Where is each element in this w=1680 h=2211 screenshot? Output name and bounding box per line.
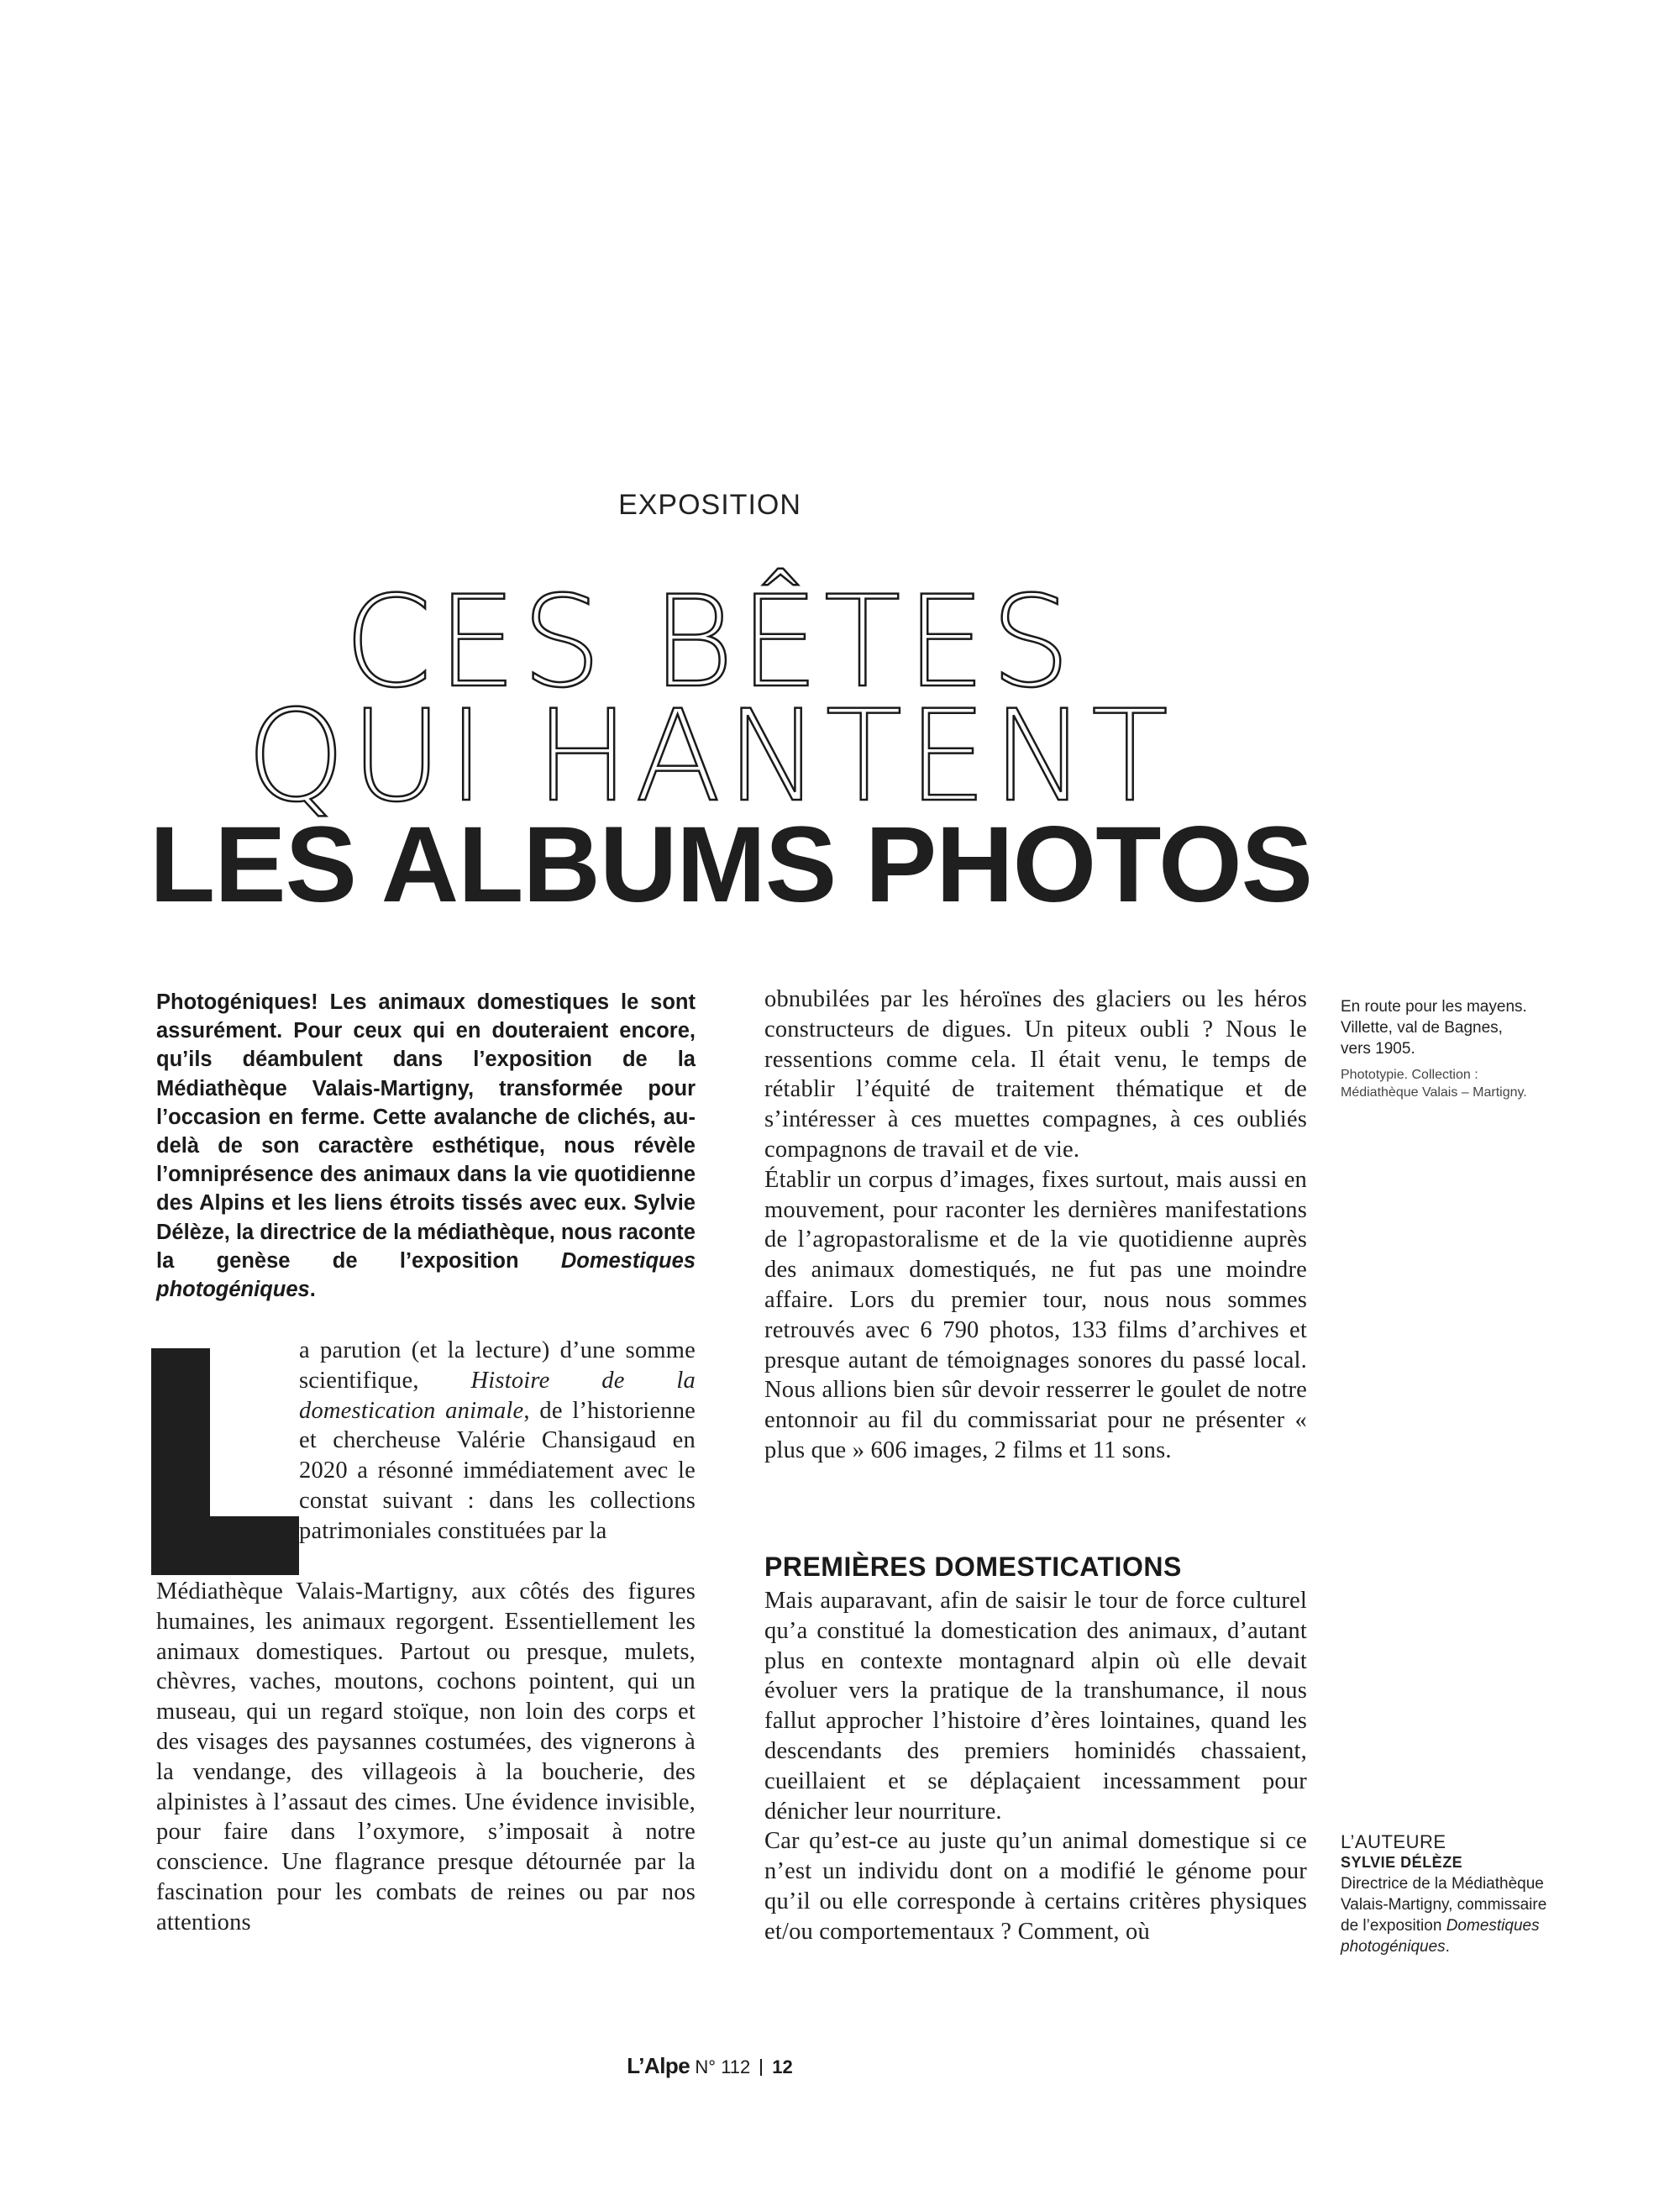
article-column-2-top (764, 985, 1307, 1466)
article-paragraph-5: Car qu’est-ce au juste qu’un animal domestique si ce n’est un individu dont on a modifié le génome pour qu’il ou elle corresponde à certains critères physiques et/ou comportementaux ? Comment, où (764, 1828, 1307, 1945)
chapo-end: . (309, 1278, 316, 1302)
author-name: SYLVIE DÉLÈZE (1341, 1854, 1463, 1871)
title-line-3: LES ALBUMS PHOTOS (150, 805, 1312, 925)
article-column-2-bottom (764, 1586, 1307, 1947)
drop-cap-glyph (151, 1348, 299, 1575)
page-footer (0, 2053, 1420, 2079)
page-number: 12 (772, 2056, 793, 2077)
article-p1-italic: Histoire de la domestication animale (299, 1367, 696, 1424)
issue-number: N° 112 (695, 2056, 751, 2077)
author-bio (1341, 1873, 1567, 1957)
article-paragraph-2: obnubilées par les héroïnes des glaciers ou les héros constructeurs de digues. Un piteux oubli ? Nous le ressentions comme cela. Il était venu, le temps de rétablir l’équité de traitement thématique et de s’intéresser à ces muettes compagnes, à ces oubliés compagnons de travail et de vie. (764, 986, 1307, 1163)
chapo-italic: Domestiques photogéniques (156, 1248, 696, 1302)
author-bio-text: Directrice de la Médiathèque Valais-Martigny, commissaire de l’exposition (1341, 1875, 1547, 1935)
author-bio-end: . (1445, 1938, 1450, 1956)
caption-line-1: En route pour les mayens. (1341, 998, 1527, 1016)
section-label: EXPOSITION (618, 489, 801, 521)
caption-credit-1: Phototypie. Collection : (1341, 1068, 1478, 1082)
chapo (156, 988, 696, 1304)
author-label: L’AUTEURE (1341, 1831, 1446, 1852)
chapo-text: Photogéniques! Les animaux domestiques le sont assurément. Pour ceux qui en douteraient encore, qu’ils déambulent dans l’exposition de la Médiathèque Valais-Martigny, transformée pour l’occasion en ferme. Cette avalanche de clichés, au-delà de son caractère esthétique, nous révèle l’omniprésence des animaux dans la vie quotidienne des Alpins et les liens étroits tissés avec eux. Sylvie Délèze, la directrice de la médiathèque, nous raconte la genèse de l’exposition (156, 990, 696, 1273)
article-paragraph-1-wrap (299, 1336, 696, 1547)
magazine-name: L’Alpe (627, 2053, 690, 2078)
article-paragraph-1-cont: Médiathèque Valais-Martigny, aux côtés des figures humaines, les animaux regorgent. Essentiellement les animaux domestiques. Partout ou presque, mulets, chèvres, vaches, moutons, cochons pointent, qui un museau, qui un regard stoïque, non loin des corps et des visages des paysannes costumées, des vignerons à la vendange, des villageois à la boucherie, des alpinistes à l’assaut des cimes. Une évidence invisible, pour faire dans l’oxymore, s’imposait à notre conscience. Une flagrance presque détournée par la fascination pour les combats de reines ou par nos attentions (156, 1578, 696, 1935)
article-p1-b: , de l’historienne et chercheuse Valérie Chansigaud en 2020 a résonné immédiatement avec le constat suivant : dans les collections patrimoniales constituées par la (299, 1397, 696, 1544)
caption-line-2: Villette, val de Bagnes, (1341, 1019, 1503, 1037)
article-p1-a: a parution (et la lecture) d’une somme scientifique, (299, 1337, 696, 1394)
footer-separator (760, 2059, 762, 2076)
article-paragraph-3: Établir un corpus d’images, fixes surtout, mais aussi en mouvement, pour raconter les dernières manifestations de l’agropastoralisme et de la vie quotidienne auprès des animaux domestiqués, ne fut pas une moindre affaire. Lors du premier tour, nous nous sommes retrouvés avec 6 790 photos, 133 films d’archives et presque autant de témoignages sonores du passé local. Nous allions bien sûr devoir resserrer le goulet de notre entonnoir au fil du commissariat pour ne présenter « plus que » 606 images, 2 films et 11 sons. (764, 1166, 1307, 1463)
caption-credit-2: Médiathèque Valais – Martigny. (1341, 1085, 1527, 1100)
subheading: PREMIÈRES DOMESTICATIONS (764, 1552, 1182, 1582)
title-line-1: CES BÊTES (344, 570, 1076, 716)
drop-cap (151, 1348, 299, 1575)
caption-credit (1341, 1066, 1559, 1101)
article-paragraph-4: Mais auparavant, afin de saisir le tour de force culturel qu’a constitué la domestication des animaux, d’autant plus en contexte montagnard alpin où elle devait évoluer vers la pratique de la transhumance, il nous fallut approcher l’histoire d’ères lointaines, quand les descendants des premiers hominidés chassaient, cueillaient et se déplaçaient incessamment pour dénicher leur nourriture. (764, 1588, 1307, 1825)
author-bio-italic: Domestiques photogéniques (1341, 1917, 1540, 1956)
caption-line-3: vers 1905. (1341, 1040, 1415, 1058)
title-line-2: QUI HANTENT (246, 684, 1173, 830)
author-box (1341, 1831, 1567, 1957)
photo-caption (1341, 996, 1559, 1101)
